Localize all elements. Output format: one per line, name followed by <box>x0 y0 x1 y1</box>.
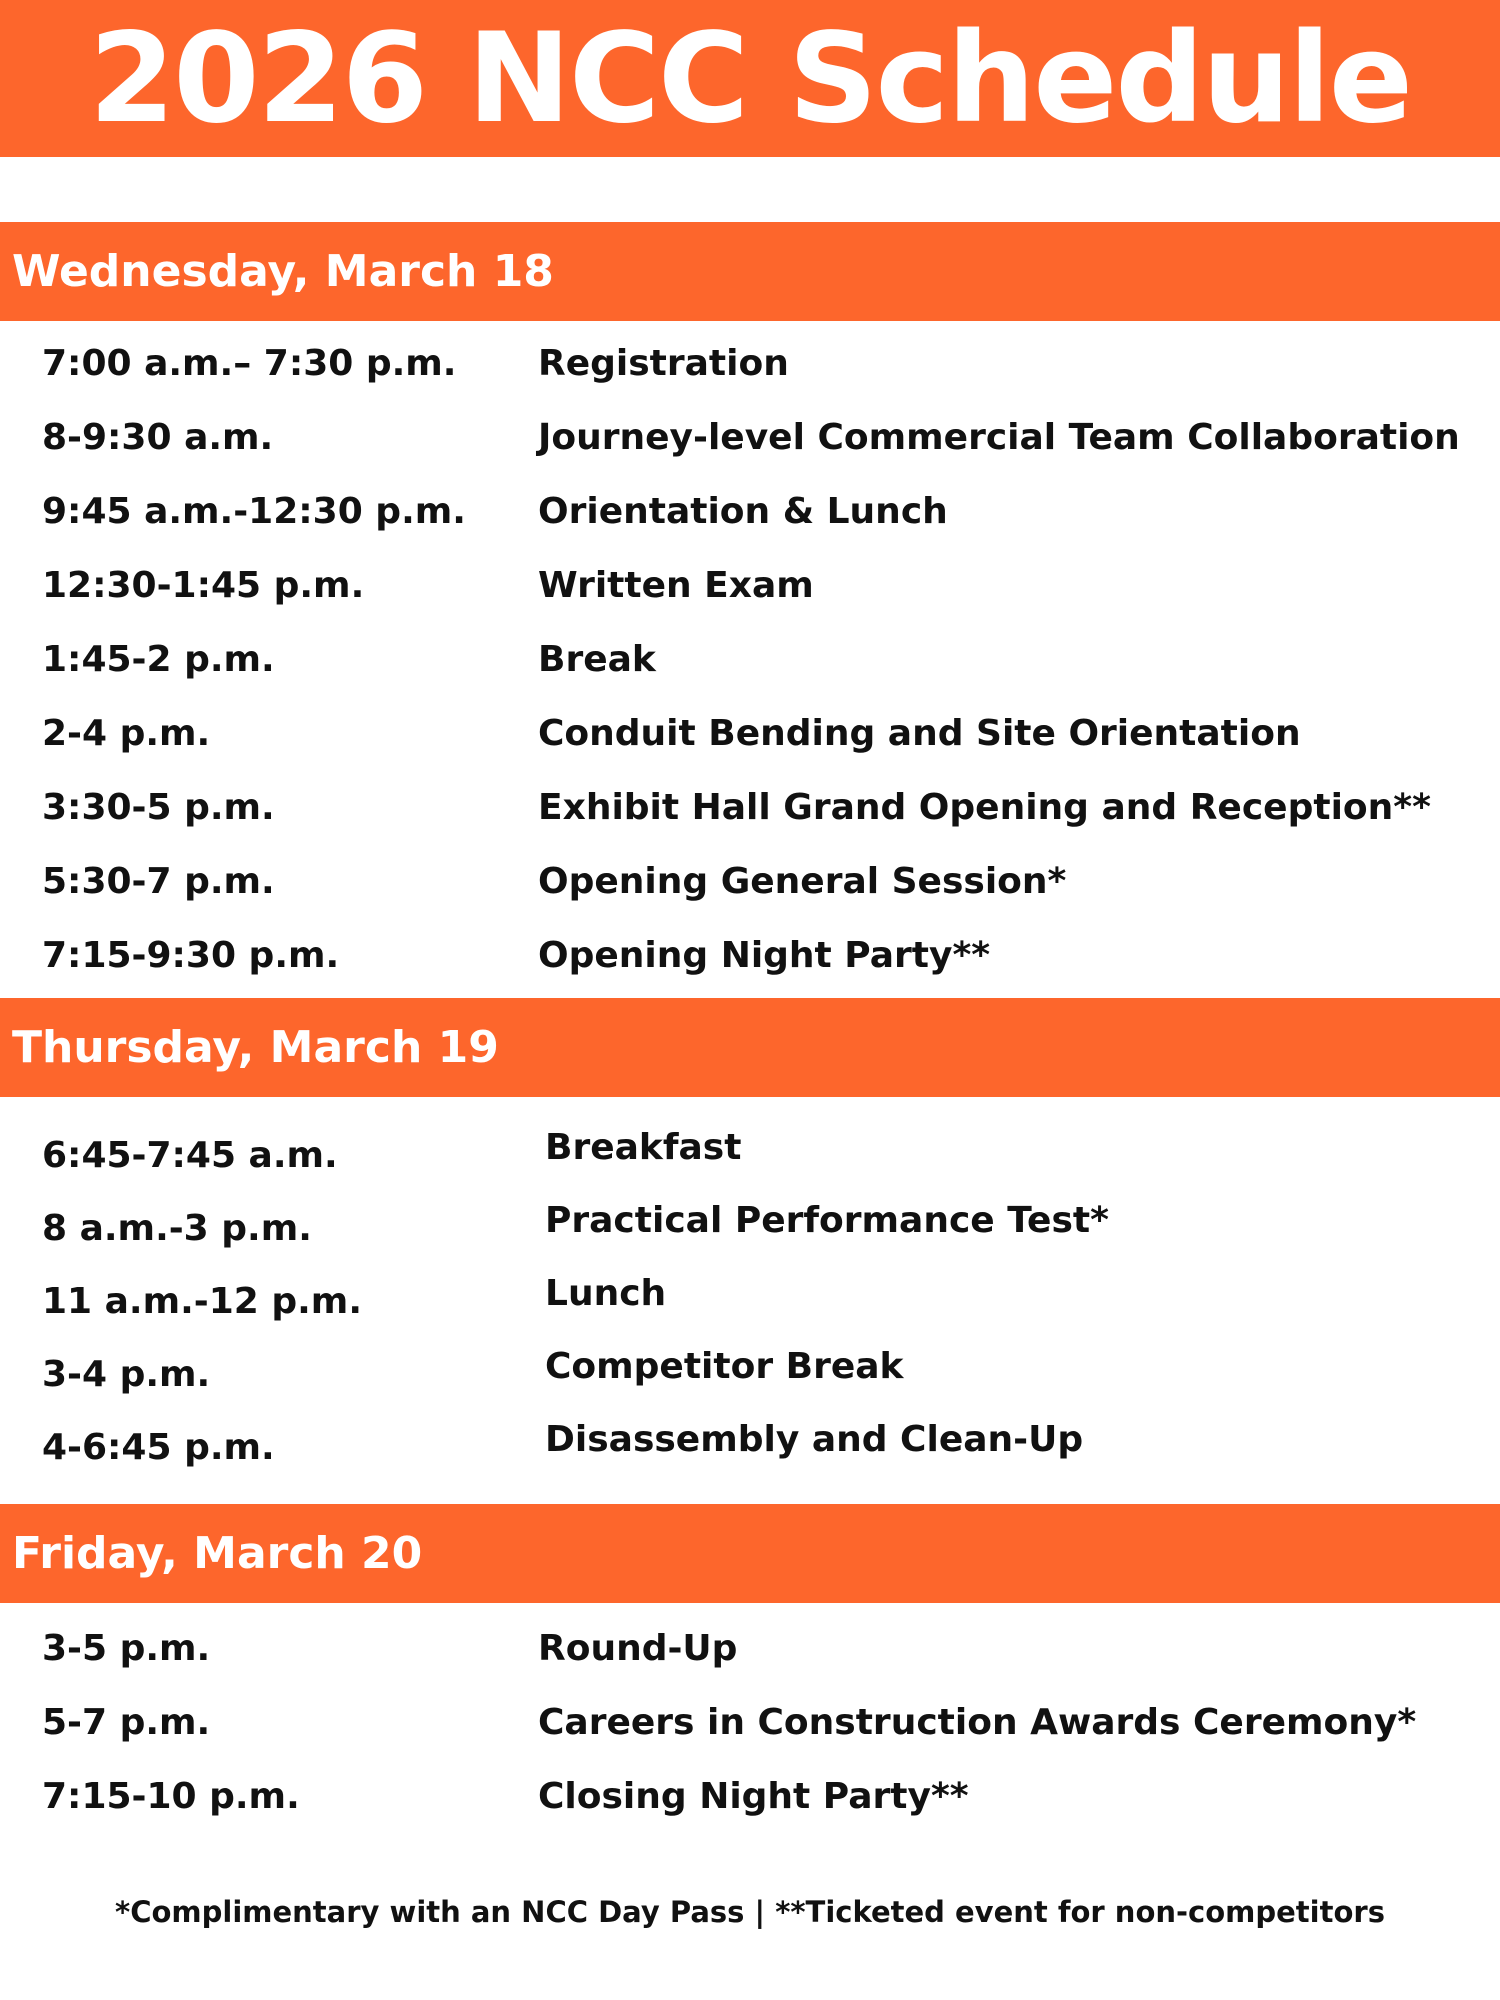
event-name: Competitor Break <box>545 1346 904 1387</box>
day-label: Wednesday, March 18 <box>12 246 554 297</box>
page-title: 2026 NCC Schedule <box>88 6 1412 151</box>
schedule-row <box>0 1265 1500 1339</box>
event-time: 7:15-10 p.m. <box>42 1776 300 1817</box>
event-name: Opening Night Party** <box>538 935 991 976</box>
event-name: Written Exam <box>538 565 814 606</box>
event-time: 2-4 p.m. <box>42 713 211 754</box>
day-header-thursday <box>0 998 1500 1097</box>
event-name: Round-Up <box>538 1628 738 1669</box>
event-time: 7:00 a.m.– 7:30 p.m. <box>42 343 457 384</box>
event-name: Conduit Bending and Site Orientation <box>538 713 1301 754</box>
title-banner <box>0 0 1500 157</box>
event-name: Exhibit Hall Grand Opening and Reception** <box>538 787 1431 828</box>
schedule-row <box>0 401 1500 475</box>
day-header-friday <box>0 1504 1500 1603</box>
schedule-row <box>0 623 1500 697</box>
schedule-row <box>0 1686 1500 1760</box>
footnote: *Complimentary with an NCC Day Pass | **Ticketed event for non-competitors <box>115 1895 1385 1929</box>
event-time: 9:45 a.m.-12:30 p.m. <box>42 491 466 532</box>
event-name: Practical Performance Test* <box>545 1200 1109 1241</box>
day-header-wednesday <box>0 222 1500 321</box>
schedule-row <box>0 771 1500 845</box>
event-name: Disassembly and Clean-Up <box>545 1419 1084 1460</box>
schedule-row <box>0 1612 1500 1686</box>
schedule-row <box>0 919 1500 993</box>
schedule-row <box>0 1119 1500 1193</box>
event-time: 3:30-5 p.m. <box>42 787 275 828</box>
schedule-row <box>0 549 1500 623</box>
event-time: 7:15-9:30 p.m. <box>42 935 340 976</box>
event-name: Break <box>538 639 656 680</box>
event-name: Lunch <box>545 1273 667 1314</box>
event-time: 8 a.m.-3 p.m. <box>42 1208 312 1249</box>
event-time: 4-6:45 p.m. <box>42 1427 275 1468</box>
event-time: 6:45-7:45 a.m. <box>42 1135 338 1176</box>
event-time: 3-5 p.m. <box>42 1628 211 1669</box>
day-label: Friday, March 20 <box>12 1528 423 1579</box>
schedule-row <box>0 1411 1500 1485</box>
schedule-row <box>0 1760 1500 1834</box>
event-time: 5:30-7 p.m. <box>42 861 275 902</box>
schedule-row <box>0 845 1500 919</box>
schedule-row <box>0 1338 1500 1412</box>
event-name: Careers in Construction Awards Ceremony* <box>538 1702 1417 1743</box>
event-time: 3-4 p.m. <box>42 1354 211 1395</box>
schedule-row <box>0 475 1500 549</box>
event-time: 1:45-2 p.m. <box>42 639 275 680</box>
day-label: Thursday, March 19 <box>12 1022 499 1073</box>
event-time: 5-7 p.m. <box>42 1702 211 1743</box>
schedule-row <box>0 1192 1500 1266</box>
event-time: 12:30-1:45 p.m. <box>42 565 365 606</box>
schedule-row <box>0 327 1500 401</box>
event-name: Breakfast <box>545 1127 742 1168</box>
schedule-row <box>0 697 1500 771</box>
event-time: 8-9:30 a.m. <box>42 417 274 458</box>
event-name: Opening General Session* <box>538 861 1067 902</box>
event-name: Closing Night Party** <box>538 1776 969 1817</box>
event-name: Registration <box>538 343 789 384</box>
event-time: 11 a.m.-12 p.m. <box>42 1281 362 1322</box>
event-name: Journey-level Commercial Team Collaboration <box>538 417 1460 458</box>
event-name: Orientation & Lunch <box>538 491 948 532</box>
